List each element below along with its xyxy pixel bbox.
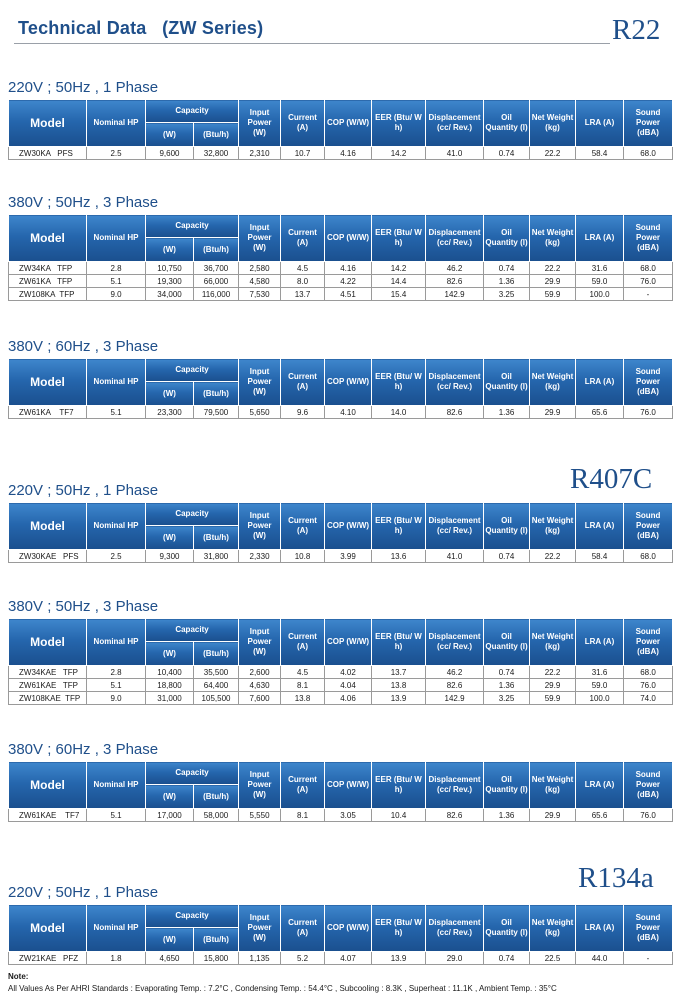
cell-nominal-hp: 9.0 — [87, 692, 146, 705]
header-sound-power: Sound Power (dBA) — [624, 100, 673, 147]
header-cop: COP (W/W) — [325, 359, 372, 406]
refrigerant-label-r407c: R407C — [570, 463, 653, 495]
cell-net-weight: 22.5 — [530, 952, 576, 965]
header-oil-quantity: Oil Quantity (l) — [484, 215, 530, 262]
header-oil-quantity: Oil Quantity (l) — [484, 619, 530, 666]
header-lra: LRA (A) — [576, 100, 624, 147]
cell-oil-quantity: 1.36 — [484, 275, 530, 288]
header-capacity-btuh: (Btu/h) — [194, 928, 239, 952]
cell-displacement: 82.6 — [426, 809, 484, 822]
cell-displacement: 41.0 — [426, 550, 484, 563]
header-cop: COP (W/W) — [325, 503, 372, 550]
cell-input-power: 7,530 — [239, 288, 281, 301]
cell-sound-power: - — [624, 288, 673, 301]
cell-sound-power: 68.0 — [624, 550, 673, 563]
table-row — [9, 809, 673, 822]
cell-nominal-hp: 2.5 — [87, 550, 146, 563]
header-current: Current (A) — [281, 359, 325, 406]
cell-oil-quantity: 0.74 — [484, 550, 530, 563]
cell-oil-quantity: 3.25 — [484, 692, 530, 705]
cell-displacement: 46.2 — [426, 666, 484, 679]
cell-capacity-w: 4,650 — [146, 952, 194, 965]
spec-section-7 — [8, 882, 672, 965]
spec-table — [8, 502, 673, 563]
cell-cop: 3.99 — [325, 550, 372, 563]
cell-model: ZW34KA TFP — [9, 262, 87, 275]
header-input-power: Input Power (W) — [239, 359, 281, 406]
cell-net-weight: 29.9 — [530, 406, 576, 419]
cell-sound-power: 76.0 — [624, 809, 673, 822]
header-capacity-btuh: (Btu/h) — [194, 382, 239, 406]
header-eer: EER (Btu/ W h) — [372, 619, 426, 666]
cell-model: ZW61KA TF7 — [9, 406, 87, 419]
cell-oil-quantity: 3.25 — [484, 288, 530, 301]
cell-capacity-btuh: 15,800 — [194, 952, 239, 965]
cell-current: 10.7 — [281, 147, 325, 160]
cell-capacity-btuh: 116,000 — [194, 288, 239, 301]
header-net-weight: Net Weight (kg) — [530, 100, 576, 147]
header-capacity-w: (W) — [146, 642, 194, 666]
table-row — [9, 147, 673, 160]
cell-input-power: 2,600 — [239, 666, 281, 679]
header-capacity-btuh: (Btu/h) — [194, 238, 239, 262]
cell-input-power: 5,650 — [239, 406, 281, 419]
cell-oil-quantity: 1.36 — [484, 809, 530, 822]
cell-lra: 65.6 — [576, 406, 624, 419]
header-capacity-w: (W) — [146, 238, 194, 262]
cell-model: ZW61KA TFP — [9, 275, 87, 288]
header-nominal-hp: Nominal HP — [87, 503, 146, 550]
header-capacity: Capacity — [146, 359, 239, 382]
header-lra: LRA (A) — [576, 762, 624, 809]
table-row — [9, 666, 673, 679]
section-heading: 380V ; 60Hz , 3 Phase — [8, 338, 159, 355]
cell-displacement: 142.9 — [426, 288, 484, 301]
cell-eer: 13.9 — [372, 692, 426, 705]
cell-cop: 3.05 — [325, 809, 372, 822]
table-row — [9, 275, 673, 288]
cell-oil-quantity: 1.36 — [484, 406, 530, 419]
cell-capacity-w: 19,300 — [146, 275, 194, 288]
table-row — [9, 952, 673, 965]
cell-displacement: 82.6 — [426, 406, 484, 419]
header-current: Current (A) — [281, 503, 325, 550]
cell-current: 4.5 — [281, 262, 325, 275]
cell-model: ZW108KAE TFP — [9, 692, 87, 705]
header-input-power: Input Power (W) — [239, 762, 281, 809]
header-displacement: Displacement (cc/ Rev.) — [426, 905, 484, 952]
header-capacity: Capacity — [146, 762, 239, 785]
cell-input-power: 2,330 — [239, 550, 281, 563]
header-capacity-btuh: (Btu/h) — [194, 642, 239, 666]
cell-current: 8.0 — [281, 275, 325, 288]
header-model: Model — [9, 905, 87, 952]
cell-lra: 58.4 — [576, 147, 624, 160]
cell-cop: 4.16 — [325, 147, 372, 160]
header-cop: COP (W/W) — [325, 905, 372, 952]
cell-oil-quantity: 0.74 — [484, 147, 530, 160]
header-nominal-hp: Nominal HP — [87, 905, 146, 952]
table-row — [9, 288, 673, 301]
refrigerant-label-r22: R22 — [612, 14, 661, 46]
cell-capacity-w: 23,300 — [146, 406, 194, 419]
cell-nominal-hp: 5.1 — [87, 275, 146, 288]
header-net-weight: Net Weight (kg) — [530, 215, 576, 262]
cell-model: ZW30KA PFS — [9, 147, 87, 160]
cell-capacity-w: 18,800 — [146, 679, 194, 692]
header-net-weight: Net Weight (kg) — [530, 619, 576, 666]
cell-nominal-hp: 1.8 — [87, 952, 146, 965]
cell-nominal-hp: 5.1 — [87, 679, 146, 692]
header-input-power: Input Power (W) — [239, 503, 281, 550]
cell-capacity-btuh: 35,500 — [194, 666, 239, 679]
cell-sound-power: 74.0 — [624, 692, 673, 705]
cell-lra: 59.0 — [576, 679, 624, 692]
header-displacement: Displacement (cc/ Rev.) — [426, 215, 484, 262]
cell-capacity-btuh: 66,000 — [194, 275, 239, 288]
spec-table — [8, 358, 673, 419]
cell-net-weight: 22.2 — [530, 262, 576, 275]
cell-eer: 13.7 — [372, 666, 426, 679]
cell-net-weight: 59.9 — [530, 288, 576, 301]
cell-sound-power: 76.0 — [624, 406, 673, 419]
header-nominal-hp: Nominal HP — [87, 762, 146, 809]
cell-sound-power: 76.0 — [624, 679, 673, 692]
cell-eer: 14.4 — [372, 275, 426, 288]
header-capacity-w: (W) — [146, 123, 194, 147]
cell-model: ZW21KAE PFZ — [9, 952, 87, 965]
header-current: Current (A) — [281, 100, 325, 147]
cell-capacity-w: 10,400 — [146, 666, 194, 679]
cell-oil-quantity: 1.36 — [484, 679, 530, 692]
table-row — [9, 679, 673, 692]
cell-capacity-btuh: 58,000 — [194, 809, 239, 822]
cell-oil-quantity: 0.74 — [484, 952, 530, 965]
header-capacity-w: (W) — [146, 382, 194, 406]
header-capacity: Capacity — [146, 503, 239, 526]
header-displacement: Displacement (cc/ Rev.) — [426, 100, 484, 147]
cell-lra: 44.0 — [576, 952, 624, 965]
cell-input-power: 2,310 — [239, 147, 281, 160]
header-displacement: Displacement (cc/ Rev.) — [426, 503, 484, 550]
section-heading: 220V ; 50Hz , 1 Phase — [8, 482, 159, 499]
header-current: Current (A) — [281, 215, 325, 262]
cell-lra: 100.0 — [576, 288, 624, 301]
spec-table — [8, 904, 673, 965]
header-nominal-hp: Nominal HP — [87, 100, 146, 147]
cell-capacity-w: 31,000 — [146, 692, 194, 705]
header-nominal-hp: Nominal HP — [87, 619, 146, 666]
header-lra: LRA (A) — [576, 905, 624, 952]
header-capacity-w: (W) — [146, 526, 194, 550]
header-capacity: Capacity — [146, 905, 239, 928]
spec-section-4 — [8, 480, 672, 563]
header-sound-power: Sound Power (dBA) — [624, 215, 673, 262]
cell-lra: 59.0 — [576, 275, 624, 288]
header-lra: LRA (A) — [576, 503, 624, 550]
header-current: Current (A) — [281, 762, 325, 809]
section-heading: 380V ; 60Hz , 3 Phase — [8, 741, 159, 758]
cell-eer: 14.2 — [372, 262, 426, 275]
cell-eer: 10.4 — [372, 809, 426, 822]
cell-nominal-hp: 9.0 — [87, 288, 146, 301]
cell-net-weight: 29.9 — [530, 679, 576, 692]
cell-current: 13.7 — [281, 288, 325, 301]
header-capacity-btuh: (Btu/h) — [194, 526, 239, 550]
cell-displacement: 82.6 — [426, 275, 484, 288]
cell-sound-power: 68.0 — [624, 666, 673, 679]
table-row — [9, 262, 673, 275]
cell-input-power: 2,580 — [239, 262, 281, 275]
header-model: Model — [9, 215, 87, 262]
header-input-power: Input Power (W) — [239, 619, 281, 666]
spec-section-6 — [8, 739, 672, 822]
header-cop: COP (W/W) — [325, 762, 372, 809]
cell-input-power: 7,600 — [239, 692, 281, 705]
cell-capacity-btuh: 64,400 — [194, 679, 239, 692]
cell-cop: 4.10 — [325, 406, 372, 419]
header-cop: COP (W/W) — [325, 100, 372, 147]
header-cop: COP (W/W) — [325, 619, 372, 666]
header-eer: EER (Btu/ W h) — [372, 905, 426, 952]
spec-table — [8, 761, 673, 822]
header-sound-power: Sound Power (dBA) — [624, 619, 673, 666]
cell-displacement: 142.9 — [426, 692, 484, 705]
cell-capacity-btuh: 31,800 — [194, 550, 239, 563]
cell-capacity-w: 17,000 — [146, 809, 194, 822]
cell-capacity-btuh: 32,800 — [194, 147, 239, 160]
cell-nominal-hp: 2.8 — [87, 262, 146, 275]
header-eer: EER (Btu/ W h) — [372, 762, 426, 809]
cell-current: 9.6 — [281, 406, 325, 419]
header-capacity-btuh: (Btu/h) — [194, 785, 239, 809]
cell-model: ZW34KAE TFP — [9, 666, 87, 679]
cell-displacement: 82.6 — [426, 679, 484, 692]
footnote — [8, 971, 678, 995]
header-lra: LRA (A) — [576, 359, 624, 406]
header-eer: EER (Btu/ W h) — [372, 100, 426, 147]
header-model: Model — [9, 762, 87, 809]
header-eer: EER (Btu/ W h) — [372, 503, 426, 550]
cell-eer: 15.4 — [372, 288, 426, 301]
header-oil-quantity: Oil Quantity (l) — [484, 100, 530, 147]
cell-current: 10.8 — [281, 550, 325, 563]
cell-capacity-btuh: 79,500 — [194, 406, 239, 419]
header-lra: LRA (A) — [576, 619, 624, 666]
header-capacity: Capacity — [146, 100, 239, 123]
cell-current: 13.8 — [281, 692, 325, 705]
cell-net-weight: 22.2 — [530, 550, 576, 563]
page-header — [0, 0, 684, 50]
header-nominal-hp: Nominal HP — [87, 359, 146, 406]
header-sound-power: Sound Power (dBA) — [624, 762, 673, 809]
section-heading: 220V ; 50Hz , 1 Phase — [8, 884, 159, 901]
cell-nominal-hp: 2.8 — [87, 666, 146, 679]
cell-capacity-w: 10,750 — [146, 262, 194, 275]
refrigerant-label-r134a: R134a — [578, 862, 654, 894]
cell-model: ZW108KA TFP — [9, 288, 87, 301]
cell-cop: 4.16 — [325, 262, 372, 275]
header-model: Model — [9, 100, 87, 147]
title-divider — [14, 43, 610, 44]
header-net-weight: Net Weight (kg) — [530, 359, 576, 406]
spec-section-5 — [8, 596, 672, 705]
cell-lra: 100.0 — [576, 692, 624, 705]
cell-eer: 14.0 — [372, 406, 426, 419]
cell-eer: 13.9 — [372, 952, 426, 965]
cell-cop: 4.07 — [325, 952, 372, 965]
header-cop: COP (W/W) — [325, 215, 372, 262]
cell-capacity-btuh: 36,700 — [194, 262, 239, 275]
header-eer: EER (Btu/ W h) — [372, 359, 426, 406]
note-label: Note: — [8, 972, 29, 981]
cell-eer: 13.8 — [372, 679, 426, 692]
cell-capacity-w: 9,300 — [146, 550, 194, 563]
section-heading: 380V ; 50Hz , 3 Phase — [8, 194, 159, 211]
cell-current: 8.1 — [281, 679, 325, 692]
cell-lra: 31.6 — [576, 262, 624, 275]
table-row — [9, 692, 673, 705]
header-displacement: Displacement (cc/ Rev.) — [426, 359, 484, 406]
spec-section-3 — [8, 336, 672, 419]
cell-net-weight: 22.2 — [530, 147, 576, 160]
cell-capacity-btuh: 105,500 — [194, 692, 239, 705]
spec-table — [8, 99, 673, 160]
cell-displacement: 46.2 — [426, 262, 484, 275]
header-model: Model — [9, 359, 87, 406]
cell-lra: 58.4 — [576, 550, 624, 563]
cell-current: 4.5 — [281, 666, 325, 679]
header-nominal-hp: Nominal HP — [87, 215, 146, 262]
header-input-power: Input Power (W) — [239, 215, 281, 262]
note-text: All Values As Per AHRI Standards : Evaporating Temp. : 7.2°C , Condensing Temp. : 54.4°C , Subcooling : 8.3K , Superheat : 11.1K , Ambient Temp. : 35°C — [8, 984, 557, 993]
cell-sound-power: 76.0 — [624, 275, 673, 288]
header-oil-quantity: Oil Quantity (l) — [484, 503, 530, 550]
header-current: Current (A) — [281, 619, 325, 666]
cell-lra: 31.6 — [576, 666, 624, 679]
cell-displacement: 41.0 — [426, 147, 484, 160]
cell-model: ZW30KAE PFS — [9, 550, 87, 563]
table-row — [9, 406, 673, 419]
cell-displacement: 29.0 — [426, 952, 484, 965]
cell-cop: 4.51 — [325, 288, 372, 301]
header-oil-quantity: Oil Quantity (l) — [484, 762, 530, 809]
header-current: Current (A) — [281, 905, 325, 952]
cell-oil-quantity: 0.74 — [484, 666, 530, 679]
cell-cop: 4.06 — [325, 692, 372, 705]
cell-sound-power: - — [624, 952, 673, 965]
cell-nominal-hp: 2.5 — [87, 147, 146, 160]
cell-current: 5.2 — [281, 952, 325, 965]
header-input-power: Input Power (W) — [239, 100, 281, 147]
cell-input-power: 5,550 — [239, 809, 281, 822]
header-capacity-w: (W) — [146, 785, 194, 809]
cell-eer: 14.2 — [372, 147, 426, 160]
header-input-power: Input Power (W) — [239, 905, 281, 952]
cell-input-power: 4,580 — [239, 275, 281, 288]
header-model: Model — [9, 619, 87, 666]
header-capacity: Capacity — [146, 619, 239, 642]
table-row — [9, 550, 673, 563]
header-sound-power: Sound Power (dBA) — [624, 905, 673, 952]
section-heading: 220V ; 50Hz , 1 Phase — [8, 79, 159, 96]
header-model: Model — [9, 503, 87, 550]
cell-cop: 4.04 — [325, 679, 372, 692]
cell-net-weight: 59.9 — [530, 692, 576, 705]
cell-eer: 13.6 — [372, 550, 426, 563]
header-displacement: Displacement (cc/ Rev.) — [426, 619, 484, 666]
header-sound-power: Sound Power (dBA) — [624, 359, 673, 406]
header-capacity-w: (W) — [146, 928, 194, 952]
header-lra: LRA (A) — [576, 215, 624, 262]
cell-nominal-hp: 5.1 — [87, 809, 146, 822]
cell-net-weight: 29.9 — [530, 275, 576, 288]
header-capacity-btuh: (Btu/h) — [194, 123, 239, 147]
spec-table — [8, 214, 673, 301]
header-capacity: Capacity — [146, 215, 239, 238]
spec-table — [8, 618, 673, 705]
page-title: Technical Data (ZW Series) — [18, 18, 264, 38]
cell-lra: 65.6 — [576, 809, 624, 822]
header-oil-quantity: Oil Quantity (l) — [484, 905, 530, 952]
cell-input-power: 1,135 — [239, 952, 281, 965]
cell-net-weight: 29.9 — [530, 809, 576, 822]
cell-model: ZW61KAE TFP — [9, 679, 87, 692]
cell-sound-power: 68.0 — [624, 147, 673, 160]
cell-capacity-w: 9,600 — [146, 147, 194, 160]
cell-input-power: 4,630 — [239, 679, 281, 692]
section-heading: 380V ; 50Hz , 3 Phase — [8, 598, 159, 615]
cell-cop: 4.22 — [325, 275, 372, 288]
cell-cop: 4.02 — [325, 666, 372, 679]
header-sound-power: Sound Power (dBA) — [624, 503, 673, 550]
cell-net-weight: 22.2 — [530, 666, 576, 679]
cell-sound-power: 68.0 — [624, 262, 673, 275]
header-net-weight: Net Weight (kg) — [530, 905, 576, 952]
cell-capacity-w: 34,000 — [146, 288, 194, 301]
spec-section-1 — [8, 77, 672, 160]
header-oil-quantity: Oil Quantity (l) — [484, 359, 530, 406]
cell-oil-quantity: 0.74 — [484, 262, 530, 275]
header-eer: EER (Btu/ W h) — [372, 215, 426, 262]
header-displacement: Displacement (cc/ Rev.) — [426, 762, 484, 809]
header-net-weight: Net Weight (kg) — [530, 503, 576, 550]
header-net-weight: Net Weight (kg) — [530, 762, 576, 809]
cell-model: ZW61KAE TF7 — [9, 809, 87, 822]
cell-nominal-hp: 5.1 — [87, 406, 146, 419]
spec-section-2 — [8, 192, 672, 301]
cell-current: 8.1 — [281, 809, 325, 822]
